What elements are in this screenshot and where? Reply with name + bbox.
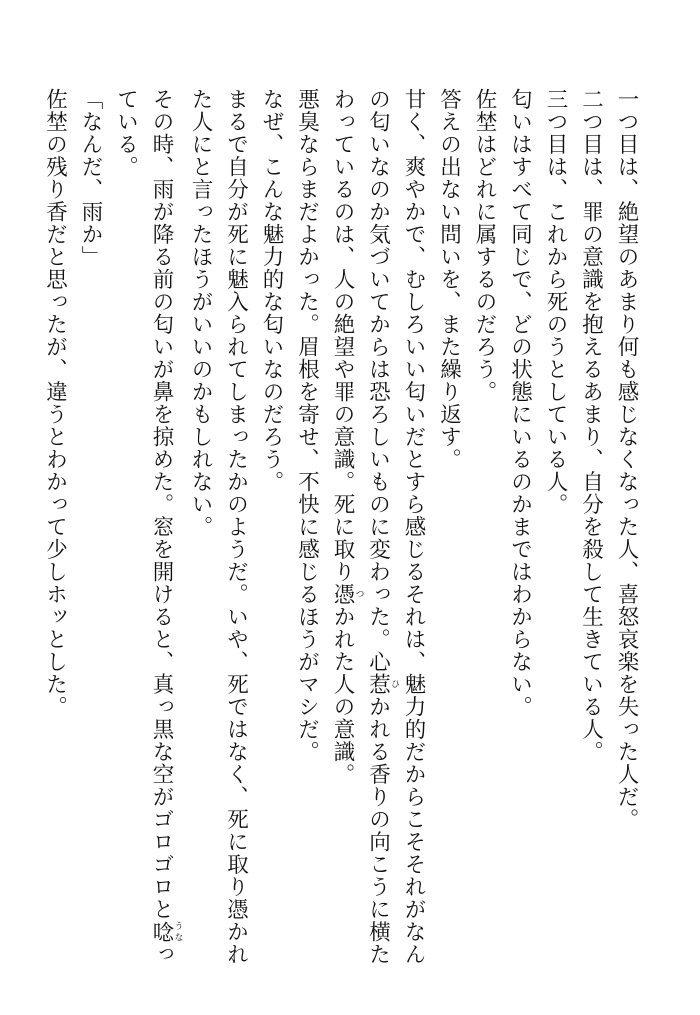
text-run: その時、雨が降る前の匂いが鼻を掠めた。窓を開けると、真っ黒な空がゴロゴロと	[149, 88, 174, 921]
paragraph	[289, 88, 325, 968]
text-run: 佐埜はどれに属するのだろう。	[472, 88, 497, 403]
paragraph	[183, 88, 254, 968]
text-run: 匂いはすべて同じで、どの状態にいるのかまではわからない。	[507, 88, 533, 718]
text-run: 悪臭ならまだよかった。眉根を寄せ、不快に感じるほうがマシだ。	[294, 88, 320, 763]
paragraph	[254, 88, 290, 968]
text-run: 甘く、爽やかで、むしろいい匂いだとすら感じるそれは、魅力的だからこそそれがなんの匂いなのか気づいてからは恐ろしいものに変わった。心	[365, 88, 426, 966]
text-run: 三つ目は、これから死のうとしている人。	[543, 88, 568, 516]
ruby-annotation	[330, 583, 364, 606]
ruby-base: 憑	[330, 583, 355, 606]
paragraph	[108, 88, 183, 968]
text-run: 佐埜の残り香だと思ったが、違うとわかって少しホッとした。	[42, 88, 68, 718]
text-run: なぜ、こんな魅力的な匂いなのだろう。	[259, 88, 284, 493]
text-run: 答えの出ない問いを、また繰り返す。	[436, 88, 462, 471]
text-run: かれる香りの向こうに横たわっているのは、人の絶望や罪の意識。死に取り	[330, 88, 391, 966]
paragraph	[467, 88, 503, 968]
body-text	[24, 88, 644, 968]
paragraph	[538, 88, 574, 968]
ruby-annotation	[365, 673, 399, 696]
paragraph	[573, 88, 609, 968]
paragraph	[37, 88, 73, 968]
paragraph	[325, 88, 432, 968]
ruby-reading: ひ	[389, 673, 399, 696]
text-run: まるで自分が死に魅入られてしまったかのようだ。いや、死ではなく、死に取り憑かれた人にと言ったほうがいいのかもしれない。	[188, 88, 249, 966]
ruby-annotation	[149, 920, 183, 944]
paragraph	[431, 88, 467, 968]
text-run: っている。	[113, 88, 174, 966]
paragraph	[502, 88, 538, 968]
paragraph	[73, 88, 109, 968]
text-run: 「なんだ、雨か」	[78, 88, 103, 268]
paragraph	[609, 88, 645, 968]
text-run: 二つ目は、罪の意識を抱えるあまり、自分を殺して生きている人。	[578, 88, 604, 763]
ruby-base: 唸	[149, 920, 174, 943]
text-run: 一つ目は、絶望のあまり何も感じなくなった人、喜怒哀楽を失った人だ。	[614, 88, 639, 831]
text-run: かれた人の意識。	[330, 605, 355, 786]
ruby-reading: つ	[353, 583, 364, 606]
ruby-base: 惹	[365, 673, 391, 696]
ruby-reading: うな	[172, 920, 183, 943]
